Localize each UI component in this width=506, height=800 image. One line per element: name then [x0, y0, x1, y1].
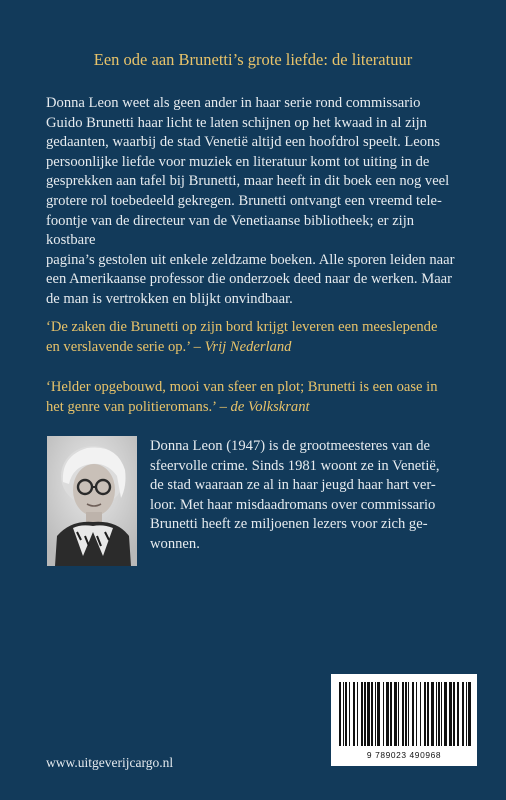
barcode-bar — [408, 682, 409, 746]
barcode-bar — [438, 682, 440, 746]
barcode-bar — [343, 682, 344, 746]
barcode-bar — [468, 682, 471, 746]
quote-source: de Volkskrant — [230, 398, 310, 415]
barcode-bar — [353, 682, 355, 746]
barcode-bar — [453, 682, 455, 746]
barcode-bar — [390, 682, 392, 746]
barcode-bar — [361, 682, 363, 746]
press-quote — [46, 318, 466, 357]
barcode-bar — [449, 682, 452, 746]
blurb-line: Guido Brunetti haar licht te laten schijnen op het kwaad in al zijn — [46, 114, 427, 131]
bio-line: wonnen. — [150, 535, 200, 552]
bio-line: loor. Met haar misdaadromans over commissario — [150, 496, 436, 513]
barcode-bar — [436, 682, 437, 746]
isbn-number: 9 789023 490968 — [366, 750, 442, 760]
author-bio — [150, 437, 468, 555]
barcode-bar — [441, 682, 442, 746]
barcode-bar — [431, 682, 434, 746]
quote-text: het genre van politieromans.’ – — [46, 398, 231, 415]
barcode-bar — [462, 682, 464, 746]
barcode-bar — [398, 682, 399, 746]
blurb-line: de man is vertrokken en blijkt onvindbaar. — [46, 290, 293, 307]
barcode-bar — [394, 682, 397, 746]
barcode-bar — [466, 682, 467, 746]
headline: Een ode aan Brunetti’s grote liefde: de literatuur — [93, 50, 413, 69]
barcode-bar — [367, 682, 370, 746]
barcode-bar — [364, 682, 366, 746]
barcode-bar — [357, 682, 358, 746]
blurb-line: gesprekken aan tafel bij Brunetti, maar heeft in dit boek een nog veel — [46, 173, 450, 190]
barcode-bar — [412, 682, 414, 746]
barcode-bar — [383, 682, 384, 746]
barcode-bar — [444, 682, 447, 746]
barcode-bar — [416, 682, 417, 746]
quote-source: Vrij Nederland — [204, 338, 292, 355]
barcode-bar — [405, 682, 407, 746]
blurb — [46, 94, 462, 310]
bio-line: sfeervolle crime. Sinds 1981 woont ze in Venetië, — [150, 457, 440, 474]
bio-line: Donna Leon (1947) is de grootmeesteres van de — [150, 438, 431, 454]
quote-text: en verslavende serie op.’ – — [46, 338, 205, 355]
isbn-barcode — [331, 674, 477, 766]
press-quote — [46, 378, 466, 417]
barcode-bar — [386, 682, 389, 746]
barcode-bar — [345, 682, 347, 746]
barcode-bar — [339, 682, 341, 746]
bio-line: de stad waaraan ze al in haar jeugd haar hart ver- — [150, 477, 436, 494]
barcode-bar — [375, 682, 376, 746]
blurb-line: persoonlijke liefde voor muziek en literatuur komt tot uiting in de — [46, 153, 430, 170]
barcode-bar — [424, 682, 426, 746]
blurb-line: Donna Leon weet als geen ander in haar serie rond commissario — [46, 95, 421, 111]
quote-text: ‘Helder opgebouwd, mooi van sfeer en plot; Brunetti is een oase in — [46, 379, 438, 395]
blurb-line: pagina’s gestolen uit enkele zeldzame boeken. Alle sporen leiden naar — [46, 251, 455, 268]
barcode-bars — [331, 674, 477, 750]
barcode-bar — [457, 682, 459, 746]
barcode-bar — [371, 682, 373, 746]
blurb-line: gedaanten, waarbij de stad Venetië altijd een hoofdrol speelt. Leons — [46, 134, 441, 151]
blurb-line: grotere rol toebedeeld gekregen. Brunetti ontvangt een vreemd tele- — [46, 192, 442, 209]
blurb-line: foontje van de directeur van de Venetiaanse bibliotheek; er zijn kostbare — [46, 212, 415, 249]
barcode-bar — [427, 682, 429, 746]
blurb-line: een Amerikaanse professor die onderzoek deed naar de werken. Maar — [46, 271, 453, 288]
author-portrait-image — [47, 436, 137, 566]
barcode-bar — [349, 682, 350, 746]
bio-line: Brunetti heeft ze miljoenen lezers voor zich ge- — [150, 516, 428, 533]
publisher-website: www.uitgeverijcargo.nl — [46, 755, 174, 770]
author-photo — [47, 436, 137, 566]
quote-text: ‘De zaken die Brunetti op zijn bord krijgt leveren een meeslepende — [46, 319, 438, 335]
barcode-bar — [420, 682, 421, 746]
barcode-bar — [402, 682, 404, 746]
barcode-bar — [377, 682, 380, 746]
